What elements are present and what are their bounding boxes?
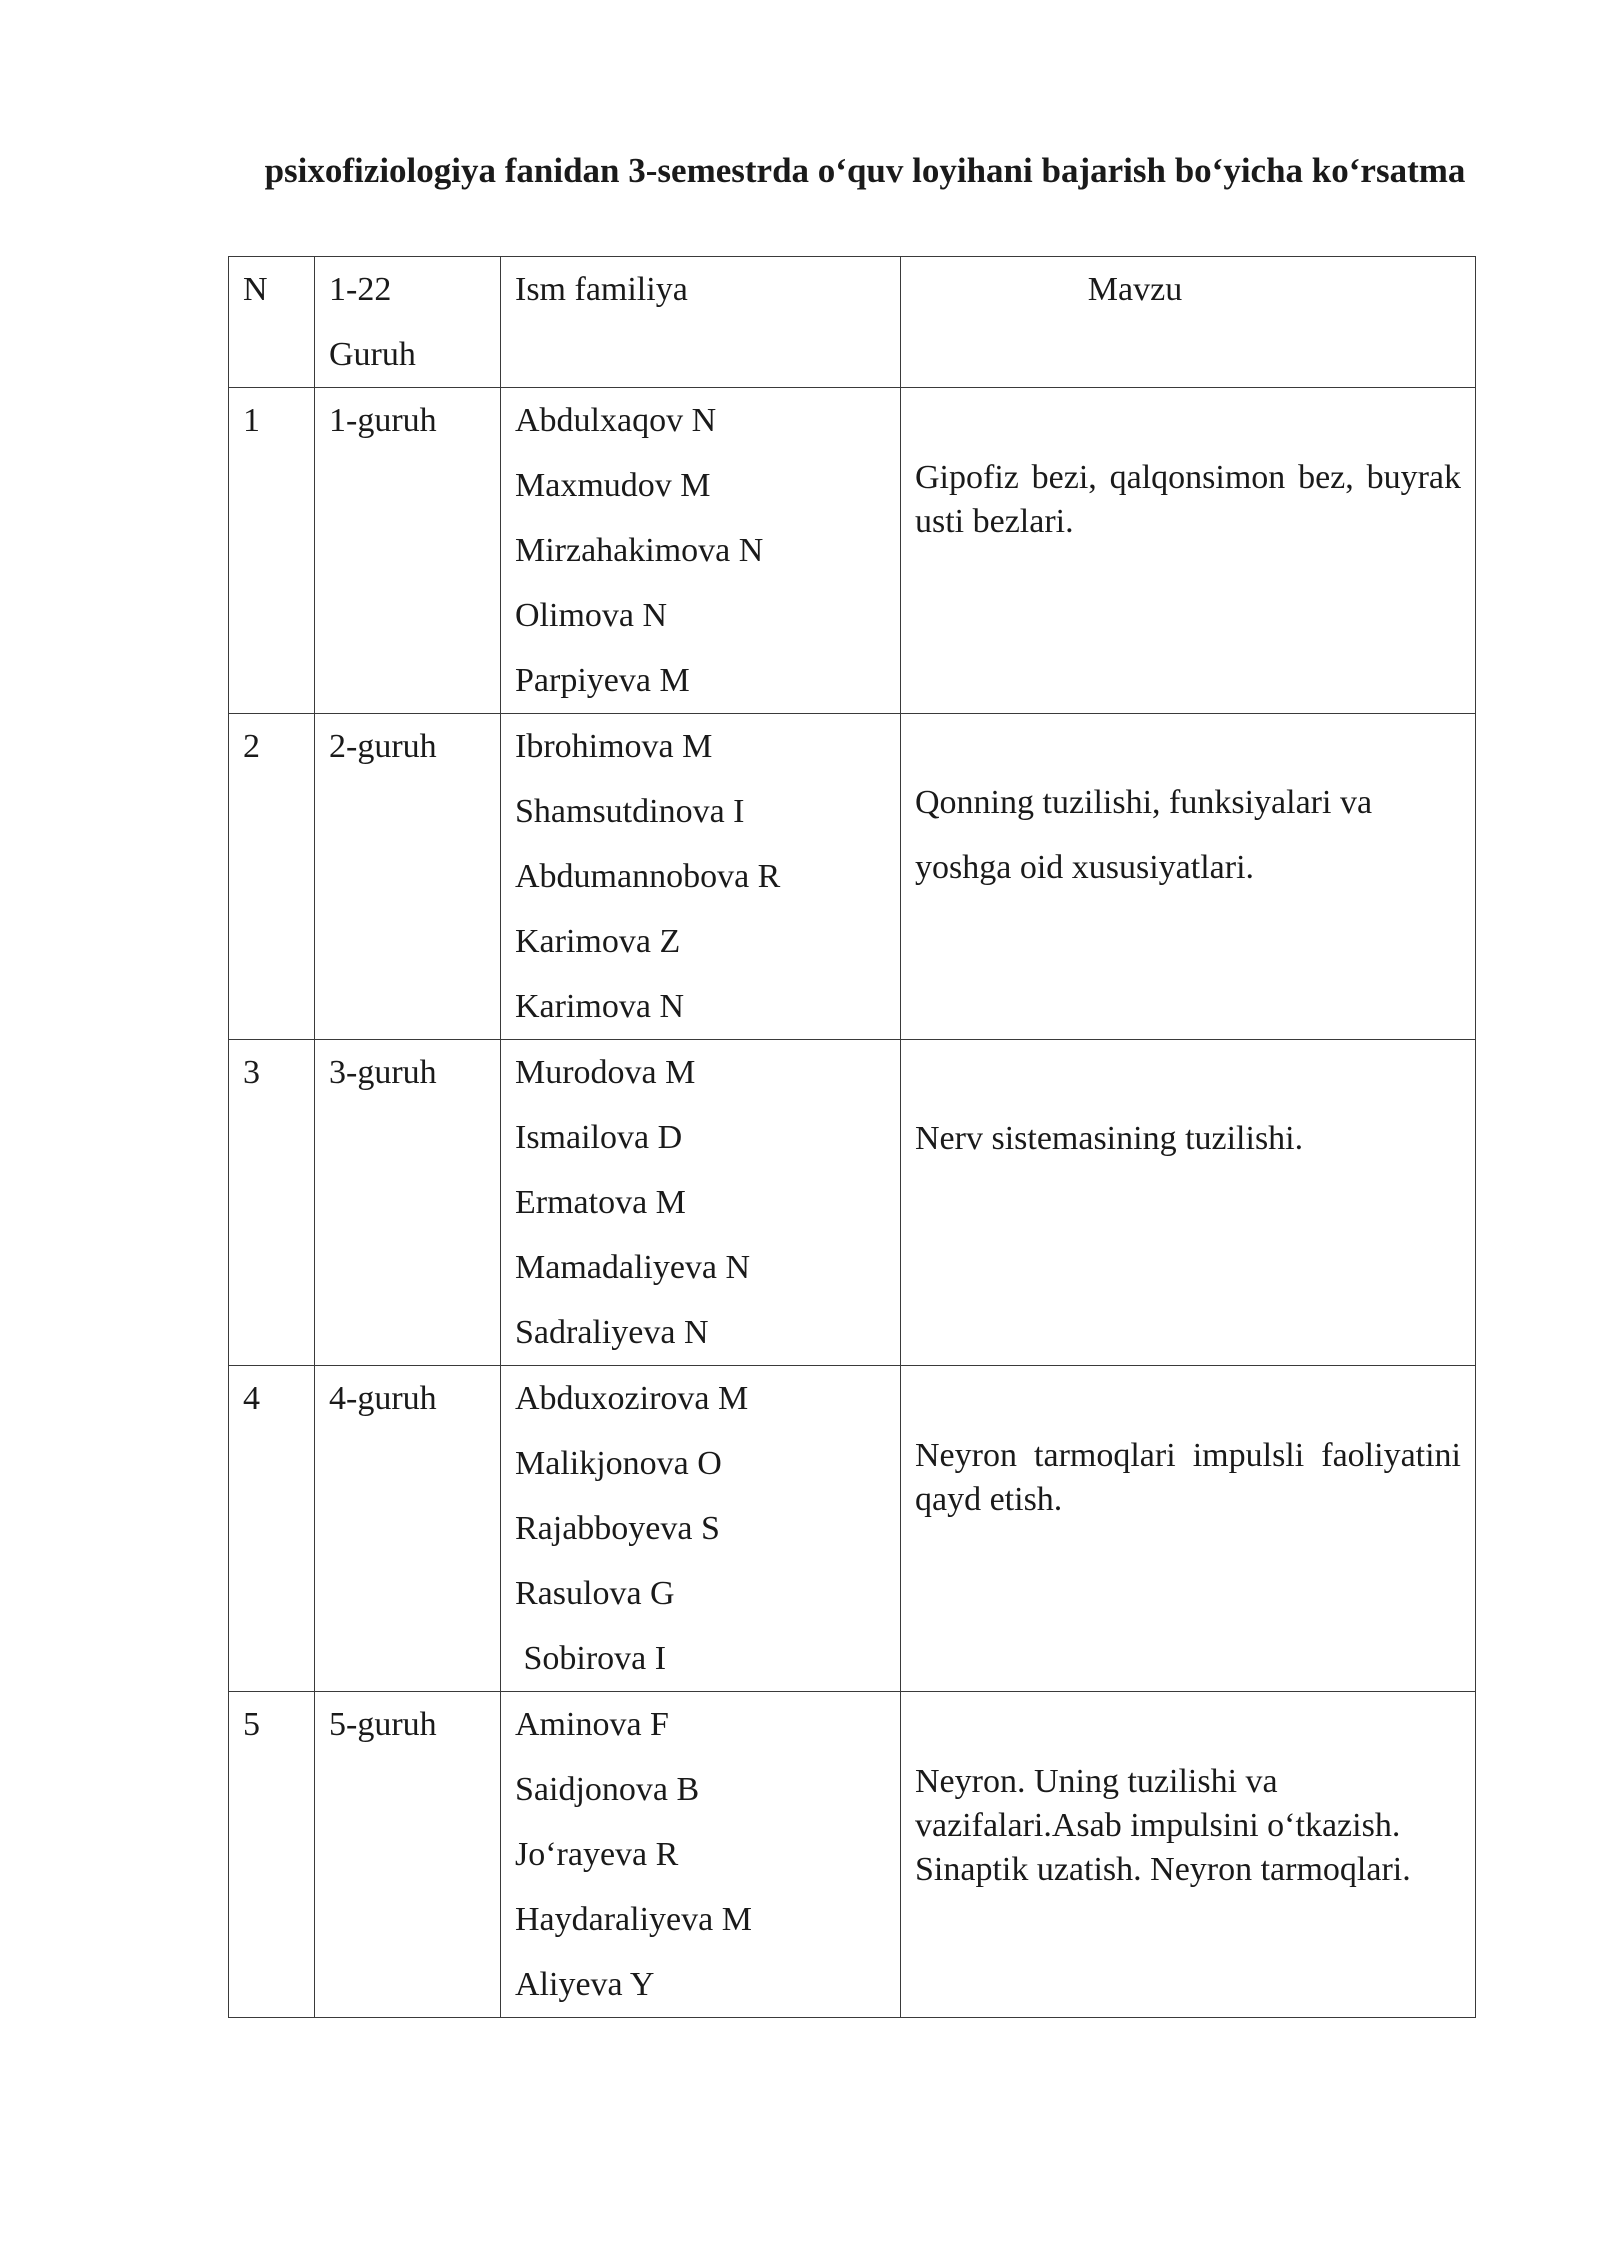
member-name: Mirzahakimova N	[515, 532, 764, 569]
table-row	[229, 1692, 1476, 2018]
row-group	[315, 388, 501, 714]
row-members	[501, 714, 901, 1040]
topic-text: Gipofiz bezi, qalqonsimon bez, buyrak usti bezlari.	[915, 459, 1461, 540]
member-name: Sobirova I	[515, 1640, 667, 1677]
row-members	[501, 1040, 901, 1366]
row-number-label: 1	[243, 402, 260, 439]
member-name: Ibrohimova M	[515, 728, 713, 765]
groups-table	[228, 256, 1476, 2018]
header-topic-label: Mavzu	[1087, 271, 1183, 308]
row-number-label: 3	[243, 1054, 260, 1091]
row-number	[229, 714, 315, 1040]
table-row	[229, 388, 1476, 714]
row-topic	[901, 1040, 1476, 1366]
row-number-label: 2	[243, 728, 260, 765]
row-group-label: 2-guruh	[329, 728, 437, 765]
row-members	[501, 1366, 901, 1692]
member-name: Karimova N	[515, 988, 685, 1025]
topic-text: Neyron tarmoqlari impulsli faoliyatini qayd etish.	[915, 1437, 1461, 1518]
row-number	[229, 1692, 315, 2018]
row-group	[315, 1040, 501, 1366]
member-name: Shamsutdinova I	[515, 793, 745, 830]
member-name: Olimova N	[515, 597, 668, 634]
header-members	[501, 257, 901, 388]
table-row	[229, 1040, 1476, 1366]
row-number	[229, 1366, 315, 1692]
member-name: Maxmudov M	[515, 467, 711, 504]
row-group	[315, 1366, 501, 1692]
document-title: psixofiziologiya fanidan 3-semestrda o‘quv loyihani bajarish bo‘yicha ko‘rsatma	[264, 151, 1466, 190]
member-name: Parpiyeva M	[515, 662, 690, 699]
member-name: Haydaraliyeva M	[515, 1901, 752, 1938]
member-name: Rasulova G	[515, 1575, 675, 1612]
row-group	[315, 714, 501, 1040]
member-name: Malikjonova O	[515, 1445, 722, 1482]
row-topic	[901, 1692, 1476, 2018]
row-topic	[901, 1366, 1476, 1692]
header-number-label: N	[243, 271, 268, 308]
row-number-label: 5	[243, 1706, 260, 1743]
table-header-row	[229, 257, 1476, 388]
row-members	[501, 1692, 901, 2018]
member-name: Aminova F	[515, 1706, 669, 1743]
header-group	[315, 257, 501, 388]
header-members-label: Ism familiya	[515, 271, 688, 308]
row-group-label: 3-guruh	[329, 1054, 437, 1091]
row-group	[315, 1692, 501, 2018]
member-name: Jo‘rayeva R	[515, 1836, 679, 1873]
row-group-label: 5-guruh	[329, 1706, 437, 1743]
topic-text: Nerv sistemasining tuzilishi.	[915, 1120, 1304, 1157]
row-topic	[901, 388, 1476, 714]
topic-text: Qonning tuzilishi, funksiyalari va yoshga oid xususiyatlari.	[915, 784, 1373, 886]
row-members	[501, 388, 901, 714]
member-name: Saidjonova B	[515, 1771, 700, 1808]
member-name: Mamadaliyeva N	[515, 1249, 751, 1286]
member-name: Abdulxaqov N	[515, 402, 717, 439]
member-name: Karimova Z	[515, 923, 681, 960]
row-topic	[901, 714, 1476, 1040]
topic-text: Neyron. Uning tuzilishi va vazifalari.Asab impulsini o‘tkazish. Sinaptik uzatish. Neyron tarmoqlari.	[915, 1763, 1411, 1888]
member-name: Abduxozirova M	[515, 1380, 749, 1417]
header-group-line2: Guruh	[329, 336, 416, 373]
member-name: Rajabboyeva S	[515, 1510, 720, 1547]
member-name: Aliyeva Y	[515, 1966, 655, 2003]
member-name: Ermatova M	[515, 1184, 686, 1221]
table-row	[229, 1366, 1476, 1692]
row-group-label: 4-guruh	[329, 1380, 437, 1417]
row-group-label: 1-guruh	[329, 402, 437, 439]
row-number-label: 4	[243, 1380, 260, 1417]
table-row	[229, 714, 1476, 1040]
header-number	[229, 257, 315, 388]
member-name: Murodova M	[515, 1054, 696, 1091]
header-topic	[901, 257, 1476, 388]
row-number	[229, 1040, 315, 1366]
member-name: Sadraliyeva N	[515, 1314, 709, 1351]
member-name: Abdumannobova R	[515, 858, 781, 895]
row-number	[229, 388, 315, 714]
member-name: Ismailova D	[515, 1119, 683, 1156]
header-group-line1: 1-22	[329, 271, 392, 308]
